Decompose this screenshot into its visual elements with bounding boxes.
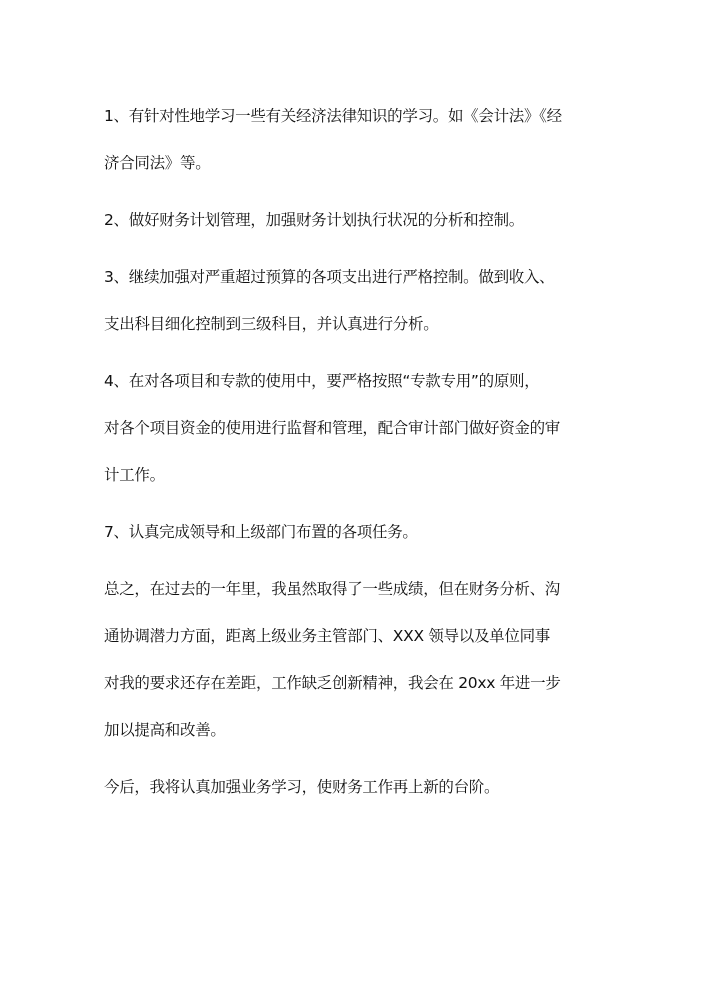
text-line: 1、有针对性地学习一些有关经济法律知识的学习。如《会计法》《经 xyxy=(104,107,562,125)
text-line: 7、认真完成领导和上级部门布置的各项任务。 xyxy=(104,523,418,541)
paragraph xyxy=(104,566,604,754)
text-line: 加以提高和改善。 xyxy=(104,721,226,739)
text-line: 总之，在过去的一年里，我虽然取得了一些成绩，但在财务分析、沟 xyxy=(104,580,561,598)
paragraph xyxy=(104,509,604,556)
text-line: 支出科目细化控制到三级科目，并认真进行分析。 xyxy=(104,315,439,333)
text-line: 3、继续加强对严重超过预算的各项支出进行严格控制。做到收入、 xyxy=(104,268,555,286)
document-body xyxy=(104,93,604,821)
paragraph xyxy=(104,358,604,499)
text-line: 计工作。 xyxy=(104,466,165,484)
paragraph xyxy=(104,254,604,348)
text-line: 通协调潜力方面，距离上级业务主管部门、XXX 领导以及单位同事 xyxy=(104,627,550,645)
paragraph xyxy=(104,764,604,811)
text-line: 今后，我将认真加强业务学习，使财务工作再上新的台阶。 xyxy=(104,778,500,796)
text-line: 对我的要求还存在差距，工作缺乏创新精神，我会在 20xx 年进一步 xyxy=(104,674,561,692)
paragraph xyxy=(104,93,604,187)
text-line: 对各个项目资金的使用进行监督和管理，配合审计部门做好资金的审 xyxy=(104,419,561,437)
text-line: 4、在对各项目和专款的使用中，要严格按照“专款专用”的原则， xyxy=(104,372,540,390)
text-line: 济合同法》等。 xyxy=(104,154,211,172)
paragraph xyxy=(104,197,604,244)
text-line: 2、做好财务计划管理，加强财务计划执行状况的分析和控制。 xyxy=(104,211,524,229)
